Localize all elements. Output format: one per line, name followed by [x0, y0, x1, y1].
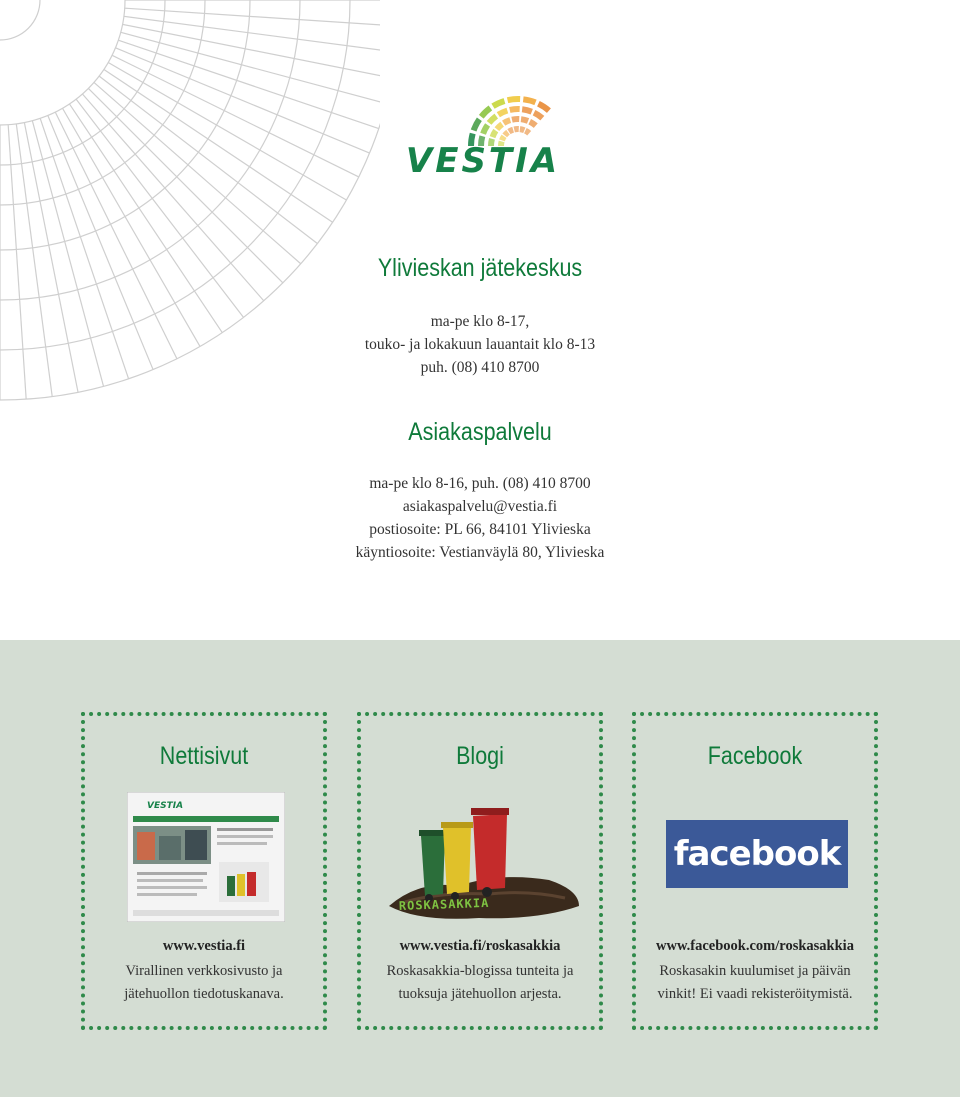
card-description-line: Roskasakkia-blogissa tunteita ja: [386, 963, 574, 979]
card-title: Facebook: [707, 742, 803, 770]
jatekeskus-hours: ma-pe klo 8-17,: [430, 313, 530, 330]
asiakaspalvelu-postal: postiosoite: PL 66, 84101 Ylivieska: [369, 521, 591, 538]
jatekeskus-title: Ylivieskan jätekeskus: [377, 254, 583, 282]
jatekeskus-phone: puh. (08) 410 8700: [420, 359, 540, 376]
card-title: Nettisivut: [159, 742, 249, 770]
jatekeskus-info: [0, 310, 960, 379]
asiakaspalvelu-hours: ma-pe klo 8-16, puh. (08) 410 8700: [369, 475, 591, 492]
card-description: [85, 960, 323, 1006]
card-url[interactable]: www.facebook.com/roskasakkia: [656, 938, 854, 954]
card-nettisivut[interactable]: [81, 712, 327, 1030]
asiakaspalvelu-title: Asiakaspalvelu: [408, 418, 552, 446]
card-url[interactable]: www.vestia.fi/roskasakkia: [399, 938, 561, 954]
card-description-line: Virallinen verkkosivusto ja: [125, 963, 283, 979]
vestia-logo: [368, 92, 598, 182]
card-description-line: jätehuollon tiedotuskanava.: [124, 986, 284, 1002]
links-panel: [0, 640, 960, 1097]
facebook-logo[interactable]: facebook: [666, 820, 848, 888]
card-blogi[interactable]: [357, 712, 603, 1030]
card-url[interactable]: www.vestia.fi: [162, 938, 246, 954]
card-title: Blogi: [456, 742, 504, 770]
jatekeskus-saturday-hours: touko- ja lokakuun lauantait klo 8-13: [364, 336, 596, 353]
website-screenshot-thumbnail[interactable]: [127, 792, 285, 922]
asiakaspalvelu-visiting: käyntiosoite: Vestianväylä 80, Ylivieska: [355, 544, 605, 561]
logo-text: VESTIA: [405, 141, 561, 181]
card-facebook[interactable]: [632, 712, 878, 1030]
card-description-line: vinkit! Ei vaadi rekisteröitymistä.: [657, 986, 853, 1002]
garbage-bins-image[interactable]: [379, 794, 583, 924]
card-description: [361, 960, 599, 1006]
card-description: [636, 960, 874, 1006]
card-description-line: Roskasakin kuulumiset ja päivän: [659, 963, 851, 979]
roskasakkia-text: ROSKASAKKIA: [398, 895, 490, 913]
thumb-logo-text: VESTIA: [147, 801, 184, 811]
asiakaspalvelu-info: [0, 472, 960, 564]
card-description-line: tuoksuja jätehuollon arjesta.: [398, 986, 562, 1002]
asiakaspalvelu-email[interactable]: asiakaspalvelu@vestia.fi: [402, 498, 558, 515]
